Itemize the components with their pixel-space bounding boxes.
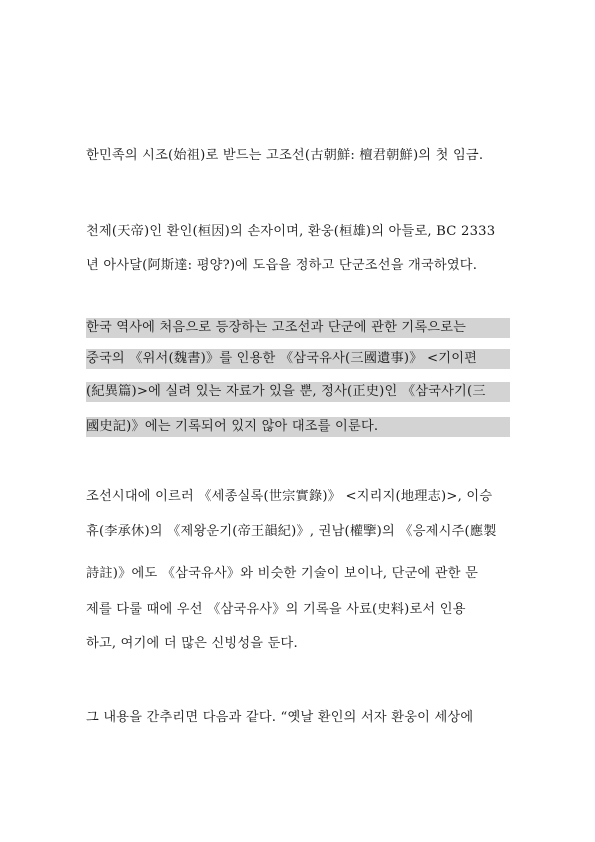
paragraph-4-line-3: 詩註)》에도 《삼국유사》와 비슷한 기술이 보이나, 단군에 관한 문 — [86, 566, 479, 581]
paragraph-4-line-1: 조선시대에 이르러 《세종실록(世宗實錄)》 <지리지(地理志)>, 이승 — [86, 489, 493, 504]
paragraph-3-line-1: 한국 역사에 처음으로 등장하는 고조선과 단군에 관한 기록으로는 — [86, 318, 510, 338]
paragraph-4-line-4: 제를 다룰 때에 우선 《삼국유사》의 기록을 사료(史料)로서 인용 — [86, 602, 466, 617]
paragraph-3-line-4: 國史記)》에는 기록되어 있지 않아 대조를 이룬다. — [86, 417, 510, 437]
paragraph-3-line-3: (紀異篇)>에 실려 있는 자료가 있을 뿐, 정사(正史)인 《삼국사기(三 — [86, 382, 510, 402]
paragraph-3-line-2: 중국의 《위서(魏書)》를 인용한 《삼국유사(三國遺事)》 <기이편 — [86, 349, 510, 369]
paragraph-1-line-1: 한민족의 시조(始祖)로 받드는 고조선(古朝鮮: 檀君朝鮮)의 첫 임금. — [86, 148, 484, 163]
paragraph-4-line-2: 휴(李承休)의 《제왕운기(帝王韻紀)》, 권남(權擥)의 《응제시주(應製 — [86, 524, 497, 539]
paragraph-2-line-2: 년 아사달(阿斯達: 평양?)에 도읍을 정하고 단군조선을 개국하였다. — [86, 258, 478, 273]
paragraph-5-line-1: 그 내용을 간추리면 다음과 같다. “옛날 환인의 서자 환웅이 세상에 — [86, 710, 474, 725]
paragraph-4-line-5: 하고, 여기에 더 많은 신빙성을 둔다. — [86, 636, 298, 651]
paragraph-2-line-1: 천제(天帝)인 환인(桓因)의 손자이며, 환웅(桓雄)의 아들로, BC 2333 — [86, 224, 496, 239]
